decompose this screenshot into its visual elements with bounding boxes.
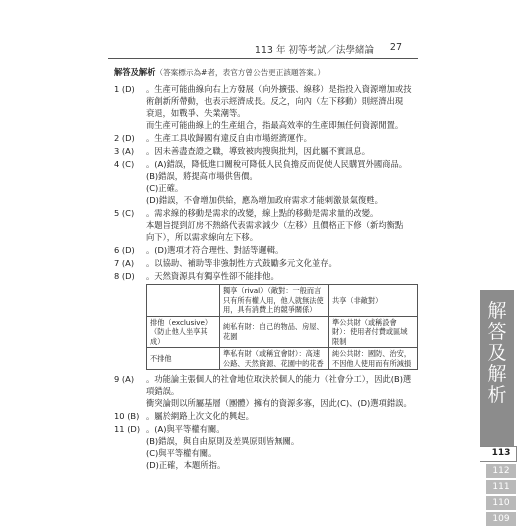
explanation-line: 。需求線的移動是需求的改變，線上點的移動是需求量的改變。 — [146, 208, 379, 218]
goods-classification-table — [146, 284, 418, 370]
answer-explanation — [146, 244, 418, 256]
answer-item — [114, 158, 418, 206]
year-tab[interactable]: 109 — [492, 514, 510, 524]
section-note: （答案標示為#者，表官方曾公告更正該題答案。） — [155, 68, 326, 77]
header-rule — [108, 58, 418, 59]
explanation-line: 。屬於網路上次文化的興起。 — [146, 411, 254, 421]
table-row — [147, 316, 418, 348]
explanation-line: 。(D)選項才符合理性、對話等邏輯。 — [146, 245, 284, 255]
answer-number: 4 (C) — [114, 159, 135, 169]
answer-item — [114, 244, 418, 256]
explanation-line: 。功能論主張個人的社會地位取決於個人的能力（社會分工），因此(B)選 — [146, 374, 412, 384]
answer-number: 6 (D) — [114, 245, 135, 255]
answer-explanation — [146, 270, 418, 282]
answer-number: 1 (D) — [114, 84, 135, 94]
answer-explanation — [146, 410, 418, 422]
table-cell: 排他（exclusive）（防止他人坐享其成） — [147, 316, 220, 348]
explanation-line: 。生產工具收歸國有違反自由市場經濟運作。 — [146, 133, 312, 143]
table-cell: 共享（非敵對） — [329, 285, 418, 317]
explanation-line: (B)錯誤，與自由原則及差異原則皆無關。 — [146, 436, 300, 446]
explanation-line: 衰退，如戰爭、失業潮等。 — [146, 108, 246, 118]
explanation-line: 。以協助、補助等非強制性方式鼓勵多元文化並存。 — [146, 258, 337, 268]
explanation-line: 。(A)錯誤，降低進口關稅可降低人民負擔反而促使人民購買外國商品。 — [146, 159, 408, 169]
side-title-char: 解 — [487, 363, 507, 385]
table-cell: 準私有財（或稱宜會財）：高速公路、天然資源、花園中的花香 — [220, 348, 329, 370]
side-title-char: 及 — [487, 342, 507, 364]
goods-table-wrap — [114, 284, 418, 370]
side-title-char: 析 — [487, 384, 507, 406]
explanation-line: 本題旨提到訂房不熱絡代表需求減少（左移）且價格正下修（新均衡點 — [146, 220, 404, 230]
year-tab[interactable]: 111 — [492, 482, 510, 492]
explanation-line: 術創新所帶動，也表示經濟成長。反之，向內（左下移動）則經濟出現 — [146, 96, 404, 106]
explanation-line: 。天然資源具有獨享性卻不能排他。 — [146, 271, 279, 281]
explanation-line: 而生產可能曲線上的生產組合，指最高效率的生產即無任何資源閒置。 — [146, 120, 404, 130]
answer-item — [114, 132, 418, 144]
explanation-line: 。(A)與平等權有關。 — [146, 424, 225, 434]
table-row — [147, 348, 418, 370]
answer-explanation — [146, 257, 418, 269]
explanation-line: 。因未善盡查證之職，導致被肉搜與批判，因此屬不實訊息。 — [146, 146, 371, 156]
table-cell: 純私有財：自己的物品、房屋、花園 — [220, 316, 329, 348]
answer-item — [114, 207, 418, 243]
explanation-line: (C)正確。 — [146, 183, 184, 193]
running-header-title: 113 年 初等考試／法學緒論 — [254, 45, 374, 56]
table-cell: 準公共財（或稱設會財）：使用者付費或區域限制 — [329, 316, 418, 348]
table-cell — [147, 285, 220, 317]
answer-item — [114, 145, 418, 157]
explanation-line: (B)錯誤，將提高市場供售價。 — [146, 171, 258, 181]
page-number: 27 — [389, 42, 402, 53]
table-cell: 獨享（rival）（敵對：一般而言只有所有權人用，他人就無法使用，具有消費上的競爭關係） — [220, 285, 329, 317]
explanation-line: 衝突論則以所屬基層（團體）擁有的資源多寡，因此(C)、(D)選項錯誤。 — [146, 398, 412, 408]
table-cell: 純公共財：國防、治安，不因他人使用而有所減損 — [329, 348, 418, 370]
answer-item — [114, 270, 418, 282]
section-title: 解答及解析 — [114, 67, 156, 77]
answer-number: 10 (B) — [114, 411, 140, 421]
explanation-line: (D)正確，本題所指。 — [146, 460, 226, 470]
answer-number: 2 (D) — [114, 133, 135, 143]
answer-explanation — [146, 83, 418, 131]
answer-item — [114, 373, 418, 409]
explanation-line: 向下），所以需求線向左下移。 — [146, 232, 259, 242]
answer-number: 7 (A) — [114, 258, 135, 268]
answer-item — [114, 83, 418, 131]
explanation-line: 項錯誤。 — [146, 386, 180, 396]
explanation-line: (D)錯誤，不會增加供給，應為增加政府需求才能刺激景氣復甦。 — [146, 195, 383, 205]
answer-number: 11 (D) — [114, 424, 141, 434]
answer-explanation — [146, 158, 418, 206]
side-title-char: 解 — [487, 300, 507, 322]
answer-explanation — [146, 132, 418, 144]
answer-explanation — [146, 373, 418, 409]
answer-number: 5 (C) — [114, 208, 135, 218]
table-cell: 不排他 — [147, 348, 220, 370]
table-header-row — [147, 285, 418, 317]
explanation-line: (C)與平等權有關。 — [146, 448, 217, 458]
answer-item — [114, 423, 418, 471]
answer-explanation — [146, 145, 418, 157]
answer-explanation — [146, 423, 418, 471]
side-tab-title — [485, 301, 509, 406]
year-tab[interactable]: 112 — [492, 466, 510, 476]
year-tab[interactable]: 110 — [492, 498, 510, 508]
answer-number: 3 (A) — [114, 146, 135, 156]
answer-section — [114, 66, 418, 472]
answer-item — [114, 410, 418, 422]
year-tab-active[interactable]: 113 — [491, 448, 511, 458]
answer-number: 8 (D) — [114, 271, 135, 281]
answer-list — [114, 83, 418, 471]
section-heading — [114, 66, 418, 79]
answer-item — [114, 257, 418, 269]
answer-number: 9 (A) — [114, 374, 135, 384]
explanation-line: 。生產可能曲線向右上方發展（向外擴張、線移）是指投入資源增加或技 — [146, 84, 412, 94]
side-title-char: 答 — [487, 321, 507, 343]
answer-explanation — [146, 207, 418, 243]
